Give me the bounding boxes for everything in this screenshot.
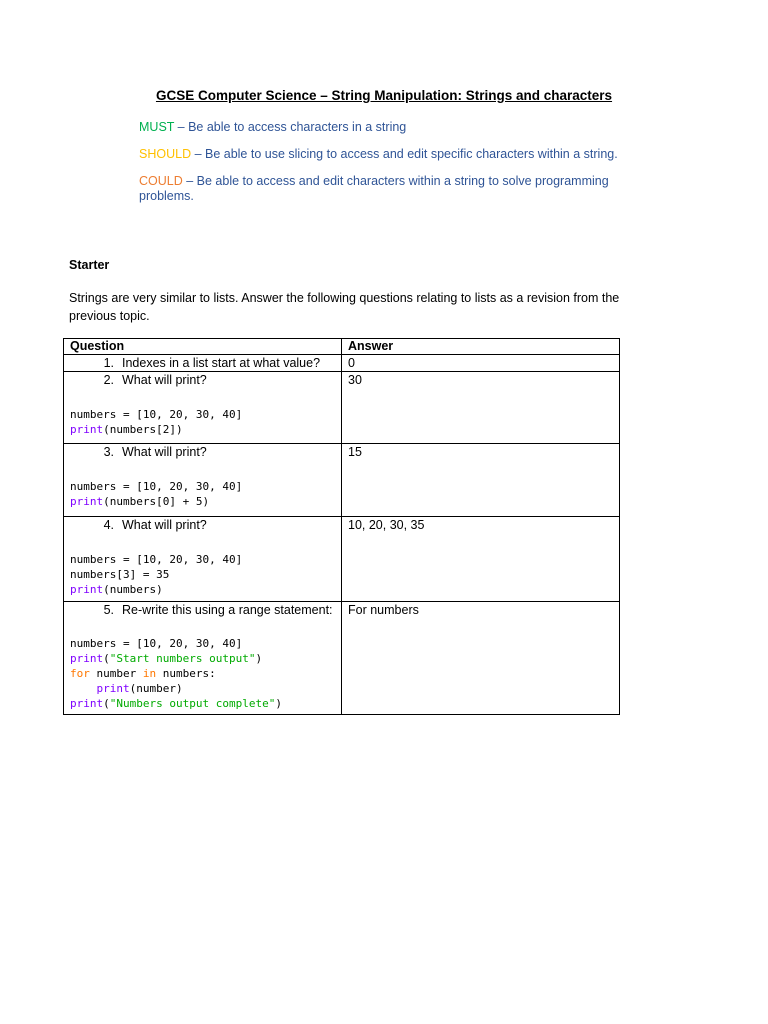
code-snippet xyxy=(70,552,335,597)
table-header-row xyxy=(64,339,620,355)
code-keyword: print xyxy=(70,583,104,596)
answer-column-header: Answer xyxy=(342,339,620,355)
answer-cell[interactable] xyxy=(342,372,620,444)
code-line: numbers = [10, 20, 30, 40] xyxy=(70,480,243,493)
code-punct: ( xyxy=(103,697,110,710)
starter-intro: Strings are very similar to lists. Answer the following questions relating to lists as a revision from the previous topic. xyxy=(69,291,620,323)
question-number: 5. xyxy=(103,603,114,617)
code-line: numbers = [10, 20, 30, 40] xyxy=(70,408,243,421)
question-cell xyxy=(64,355,342,372)
code-line: numbers = [10, 20, 30, 40] xyxy=(70,553,243,566)
answer-cell[interactable] xyxy=(342,444,620,517)
code-line: (numbers[2]) xyxy=(103,423,183,436)
code-keyword: print xyxy=(96,682,130,695)
question-number: 1. xyxy=(103,356,114,370)
question-text: What will print? xyxy=(122,373,207,387)
answer-cell[interactable] xyxy=(342,602,620,715)
code-keyword: print xyxy=(70,423,104,436)
table-row xyxy=(64,372,620,444)
code-punct: ) xyxy=(255,652,263,665)
objective-level-label: COULD xyxy=(139,174,183,188)
objective-could xyxy=(139,174,629,203)
code-snippet xyxy=(70,479,335,509)
question-text: What will print? xyxy=(122,445,207,459)
answer-text: 10, 20, 30, 35 xyxy=(348,518,425,532)
question-cell xyxy=(64,444,342,517)
code-line: numbers[3] = 35 xyxy=(70,568,170,581)
code-line: (numbers[0] + 5) xyxy=(103,495,210,508)
code-snippet xyxy=(70,636,335,711)
page-title: GCSE Computer Science – String Manipulation: Strings and characters xyxy=(155,88,613,103)
code-line: number xyxy=(89,667,143,680)
objective-must xyxy=(139,120,639,135)
question-column-header: Question xyxy=(64,339,342,355)
objective-text: – Be able to access characters in a string xyxy=(174,120,407,134)
table-row xyxy=(64,355,620,372)
code-keyword: for xyxy=(70,667,90,680)
code-keyword: print xyxy=(70,495,104,508)
question-number: 4. xyxy=(103,518,114,532)
question-cell xyxy=(64,602,342,715)
question-text: What will print? xyxy=(122,518,207,532)
objective-text: – Be able to access and edit characters within a string to solve programming problems. xyxy=(139,174,609,203)
code-punct: ) xyxy=(275,697,282,710)
table-row xyxy=(64,444,620,517)
question-table xyxy=(63,338,620,715)
table-row xyxy=(64,602,620,715)
code-keyword: in xyxy=(142,667,157,680)
question-cell xyxy=(64,372,342,444)
table-row xyxy=(64,517,620,602)
question-number: 3. xyxy=(103,445,114,459)
code-keyword: print xyxy=(70,697,104,710)
objective-level-label: SHOULD xyxy=(139,147,192,161)
answer-text: For numbers xyxy=(348,603,419,617)
objective-should xyxy=(139,147,639,162)
code-indent xyxy=(70,682,97,695)
question-number: 2. xyxy=(103,373,114,387)
starter-heading: Starter xyxy=(69,258,110,272)
code-snippet xyxy=(70,407,335,437)
code-line: (numbers) xyxy=(103,583,163,596)
objective-level-label: MUST xyxy=(139,120,175,134)
code-string: "Start numbers output" xyxy=(109,652,256,665)
code-punct: ( xyxy=(103,652,110,665)
answer-text: 0 xyxy=(348,356,355,370)
answer-cell[interactable] xyxy=(342,355,620,372)
question-text: Indexes in a list start at what value? xyxy=(122,356,321,370)
code-line: numbers: xyxy=(156,667,216,680)
answer-cell[interactable] xyxy=(342,517,620,602)
code-keyword: print xyxy=(70,652,104,665)
code-string: "Numbers output complete" xyxy=(109,697,276,710)
code-line: numbers = [10, 20, 30, 40] xyxy=(70,637,243,650)
question-text: Re-write this using a range statement: xyxy=(122,603,333,617)
objective-text: – Be able to use slicing to access and edit specific characters within a string. xyxy=(191,147,618,161)
answer-text: 15 xyxy=(348,445,362,459)
code-line: (number) xyxy=(129,682,183,695)
answer-text: 30 xyxy=(348,373,362,387)
question-cell xyxy=(64,517,342,602)
